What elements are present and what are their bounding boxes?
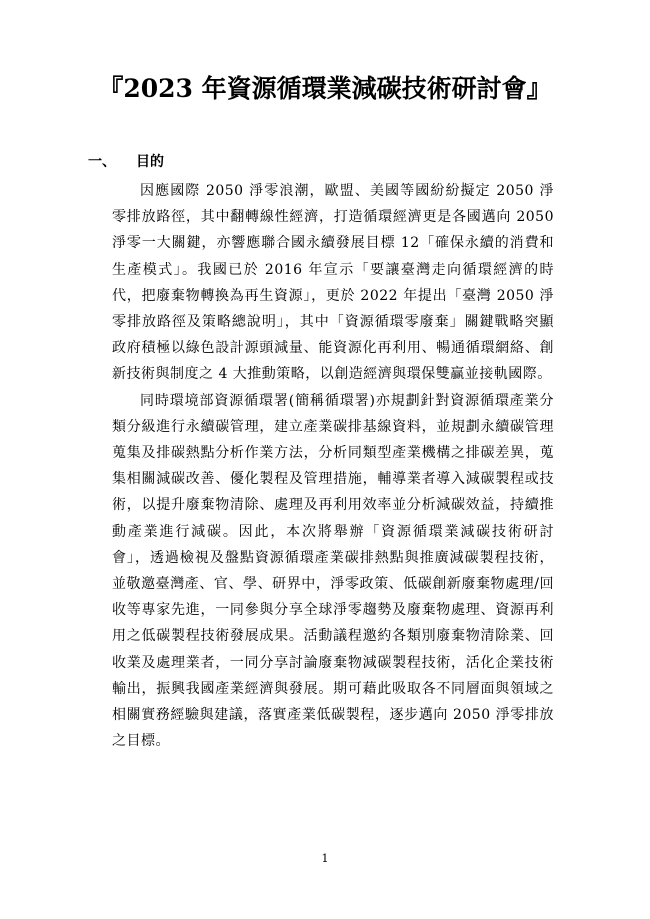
section-body [112,178,554,754]
section-heading [88,152,164,172]
page-title: 『2023 年資源循環業減碳技術研討會』 [98,74,552,103]
page-number: 1 [321,852,329,865]
paragraph-1: 因應國際 2050 淨零浪潮，歐盟、美國等國紛紛擬定 2050 淨零排放路徑，其中翻轉線性經濟，打造循環經濟更是各國邁向 2050 淨零一大關鍵，亦響應聯合國永續發展目標 12「確保永續的消費和生產模式」。我國已於 2016 年宣示「要讓臺灣走向循環經濟的時代，把廢棄物轉換為再生資源」，更於 2022 年提出「臺灣 2050 淨零排放路徑及策略總說明」，其中「資源循環零廢棄」關鍵戰略突顯政府積極以綠色設計源頭減量、能資源化再利用、暢通循環網絡、創新技術與制度之 4 大推動策略，以創造經濟與環保雙贏並接軌國際。 [112,183,554,383]
paragraph-2: 同時環境部資源循環署(簡稱循環署)亦規劃針對資源循環產業分類分級進行永續碳管理，建立產業碳排基線資料，並規劃永續碳管理蒐集及排碳熱點分析作業方法，分析同類型產業機構之排碳差異，蒐集相關減碳改善、優化製程及管理措施，輔導業者導入減碳製程或技術，以提升廢棄物清除、處理及再利用效率並分析減碳效益，持續推動產業進行減碳。因此，本次將舉辦「資源循環業減碳技術研討會」，透過檢視及盤點資源循環產業碳排熱點與推廣減碳製程技術，並敬邀臺灣產、官、學、研界中，淨零政策、低碳創新廢棄物處理/回收等專家先進，一同參與分享全球淨零趨勢及廢棄物處理、資源再利用之低碳製程技術發展成果。活動議程邀約各類別廢棄物清除業、回收業及處理業者，一同分享討論廢棄物減碳製程技術，活化企業技術輸出，振興我國產業經濟與發展。期可藉此吸取各不同層面與領域之相關實務經驗與建議，落實產業低碳製程，逐步邁向 2050 淨零排放之目標。 [112,392,554,750]
section-number: 一、 [88,154,116,170]
section-heading-text: 目的 [136,154,164,170]
